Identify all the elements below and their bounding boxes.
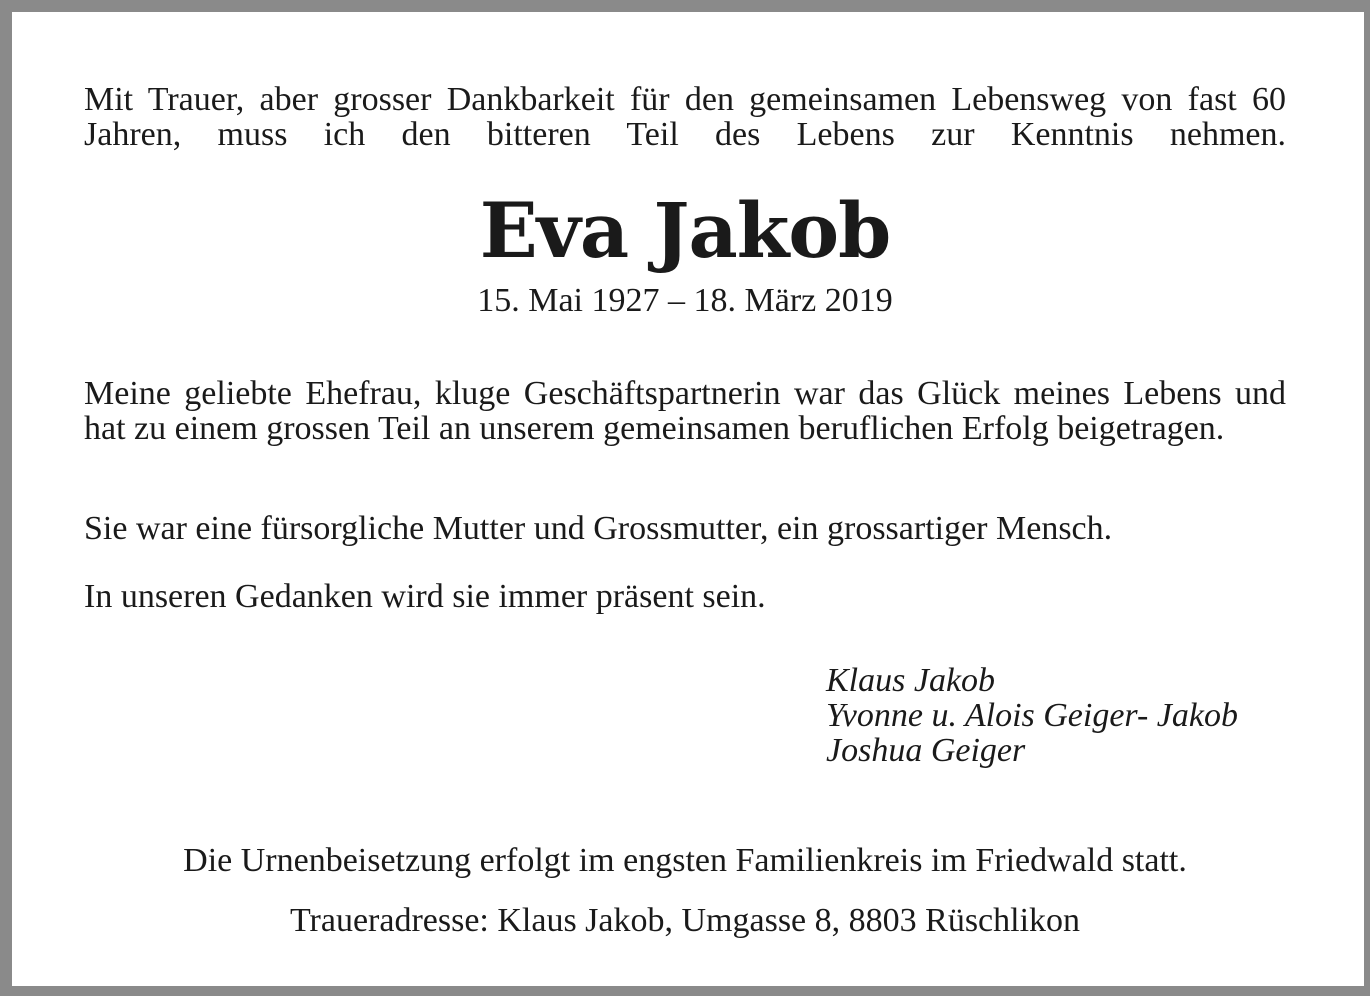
signatory: Klaus Jakob — [826, 662, 996, 699]
life-dates: 15. Mai 1927 – 18. März 2019 — [477, 282, 893, 319]
tribute-paragraph-thoughts: In unseren Gedanken wird sie immer präsent sein. — [84, 578, 766, 615]
signatory: Yvonne u. Alois Geiger- Jakob — [826, 697, 1238, 734]
intro-text: Mit Trauer, aber grosser Dankbarkeit für den gemeinsamen Lebensweg von fast 60 Jahren, muss ich den bitteren Teil des Lebens zur Kenntnis nehmen. — [84, 81, 1286, 153]
deceased-name: Eva Jakob — [479, 186, 891, 275]
tribute-paragraph-mother: Sie war eine fürsorgliche Mutter und Grossmutter, ein grossartiger Mensch. — [84, 510, 1113, 547]
tribute-paragraph: Meine geliebte Ehefrau, kluge Geschäftspartnerin war das Glück meines Lebens und hat zu einem grossen Teil an unserem gemeinsamen beruflichen Erfolg beigetragen. — [84, 375, 1286, 447]
signatory: Joshua Geiger — [826, 732, 1026, 769]
mourning-address: Traueradresse: Klaus Jakob, Umgasse 8, 8803 Rüschlikon — [289, 902, 1081, 939]
burial-notice: Die Urnenbeisetzung erfolgt im engsten Familienkreis im Friedwald statt. — [183, 842, 1187, 879]
